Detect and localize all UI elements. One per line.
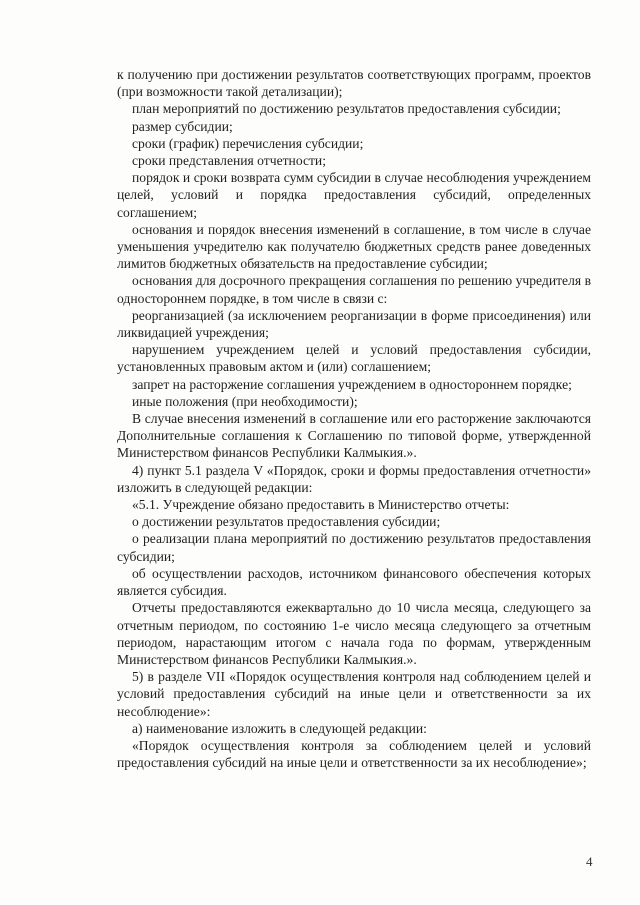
paragraph: «Порядок осуществления контроля за соблюдением целей и условий предоставления субсидий на иные цели и ответственности за их несоблюдение»; (117, 737, 591, 771)
paragraph: о достижении результатов предоставления субсидии; (132, 514, 441, 530)
paragraph: запрет на расторжение соглашения учреждением в одностороннем порядке; (132, 376, 572, 392)
paragraph: иные положения (при необходимости); (132, 393, 358, 409)
paragraph: основания и порядок внесения изменений в соглашение, в том числе в случае уменьшения учредителю как получателю бюджетных средств ранее доведенных лимитов бюджетных обязательств на предоставление субсидии; (117, 221, 591, 272)
paragraph: к получению при достижении результатов соответствующих программ, проектов (при возможности такой детализации); (117, 67, 591, 100)
paragraph: Отчеты предоставляются ежеквартально до 10 числа месяца, следующего за отчетным периодом, по состоянию 1-е число месяца следующего за отчетным периодом, нарастающим итогом с начала года по формам, утвержденным Министерством финансов Республики Калмыкия.». (117, 600, 591, 667)
paragraph: 4) пункт 5.1 раздела V «Порядок, сроки и формы предоставления отчетности» изложить в следующей редакции: (117, 462, 591, 495)
paragraph: 5) в разделе VII «Порядок осуществления контроля над соблюдением целей и условий предоставления субсидий на иные цели и ответственности за их несоблюдение»: (117, 669, 591, 719)
page-number: 4 (586, 854, 593, 869)
paragraph: В случае внесения изменений в соглашение или его расторжение заключаются Дополнительные соглашения к Соглашению по типовой форме, утвержденной Министерством финансов Республики Калмыкия.». (117, 411, 591, 461)
paragraph: а) наименование изложить в следующей редакции: (132, 720, 427, 736)
paragraph: основания для досрочного прекращения соглашения по решению учредителя в одностороннем порядке, в том числе в связи с: (117, 273, 591, 306)
paragraph: порядок и сроки возврата сумм субсидии в случае несоблюдения учреждением целей, условий и порядка предоставления субсидий, определенных соглашением; (117, 170, 591, 220)
paragraph: сроки (график) перечисления субсидии; (132, 135, 364, 151)
paragraph: размер субсидии; (132, 118, 233, 134)
paragraph: об осуществлении расходов, источником финансового обеспечения которых является субсидия. (117, 565, 591, 599)
paragraph: «5.1. Учреждение обязано предоставить в Министерство отчеты: (132, 497, 510, 513)
paragraph: план мероприятий по достижению результатов предоставления субсидии; (132, 101, 561, 117)
paragraph: о реализации плана мероприятий по достижению результатов предоставления субсидии; (117, 531, 591, 564)
paragraph: сроки представления отчетности; (132, 153, 326, 169)
paragraph: реорганизацией (за исключением реорганизации в форме присоединения) или ликвидацией учреждения; (117, 307, 591, 341)
document-body (117, 66, 591, 771)
paragraph: нарушением учреждением целей и условий предоставления субсидии, установленных правовым актом и (или) соглашением; (117, 342, 591, 375)
